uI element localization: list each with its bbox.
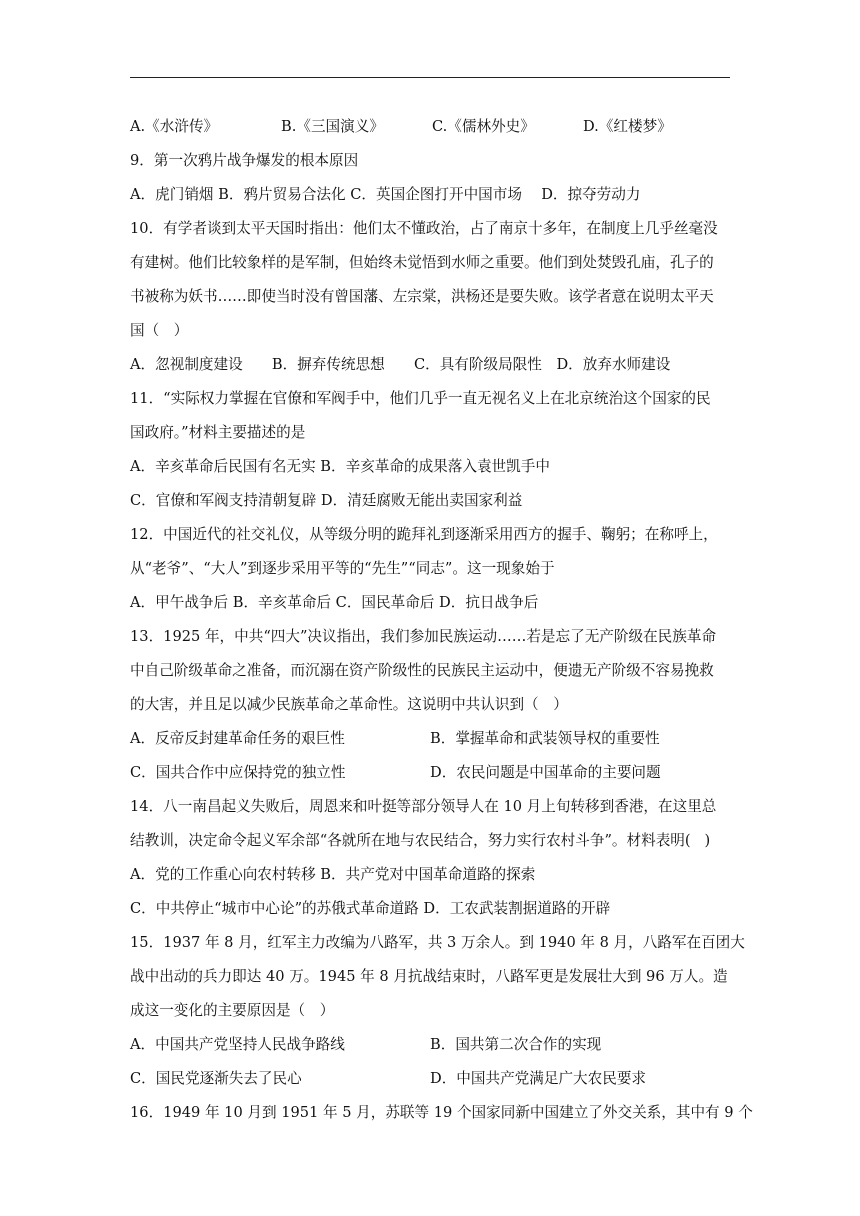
q13-stem-line-3: 的大害，并且足以减少民族革命之革命性。这说明中共认识到（ ） [130,696,568,713]
q9-options[interactable]: A．虎门销烟 B．鸦片贸易合法化 C．英国企图打开中国市场 D．掠夺劳动力 [130,186,641,203]
q13-option-d[interactable]: D．农民问题是中国革命的主要问题 [430,764,661,781]
q13-option-b[interactable]: B．掌握革命和武装领导权的重要性 [430,730,660,747]
q15-options-row-1 [130,1028,734,1062]
q13-stem-line-2: 中自己阶级革命之准备，而沉溺在资产阶级性的民族民主运动中，便遗无产阶级不容易挽救 [130,662,714,679]
q15-option-d[interactable]: D．中国共产党满足广大农民要求 [430,1070,647,1087]
q14-options-cd[interactable]: C．中共停止“城市中心论”的苏俄式革命道路 D．工农武装割据道路的开辟 [130,900,611,917]
q10-stem-line-4: 国（ ） [130,322,189,339]
q13-stem-line-1: 13．1925 年，中共“四大”决议指出，我们参加民族运动……若是忘了无产阶级在民族革命 [130,628,717,645]
q16-stem-line-1: 16．1949 年 10 月到 1951 年 5 月，苏联等 19 个国家同新中国建立了外交关系，其中有 9 个 [130,1104,753,1121]
question-list [130,110,753,1130]
q15-stem-line-3: 成这一变化的主要原因是（ ） [130,1002,335,1019]
q11-options-cd[interactable]: C．官僚和军阀支持清朝复辟 D．清廷腐败无能出卖国家利益 [130,492,523,509]
q15-stem-line-1: 15．1937 年 8 月，红军主力改编为八路军，共 3 万余人。到 1940 年 8 月，八路军在百团大 [130,934,745,951]
q13-option-c[interactable]: C．国共合作中应保持党的独立性 [130,764,346,781]
q12-stem-line-2: 从“老爷”、“大人”到逐步采用平等的“先生”“同志”。这一现象始于 [130,560,555,577]
q12-options[interactable]: A．甲午战争后 B．辛亥革命后 C．国民革命后 D．抗日战争后 [130,594,539,611]
q15-option-c[interactable]: C．国民党逐渐失去了民心 [130,1070,302,1087]
q14-stem-line-1: 14．八一南昌起义失败后，周恩来和叶挺等部分领导人在 10 月上旬转移到香港，在这里总 [130,798,717,815]
q15-option-b[interactable]: B．国共第二次合作的实现 [430,1036,602,1053]
q11-stem-line-2: 国政府。”材料主要描述的是 [130,424,306,441]
q11-stem-line-1: 11．“实际权力掌握在官僚和军阀手中，他们几乎一直无视名义上在北京统治这个国家的民 [130,390,711,407]
q15-option-a[interactable]: A．中国共产党坚持人民战争路线 [130,1036,345,1053]
q12-stem-line-1: 12．中国近代的社交礼仪，从等级分明的跪拜礼到逐渐采用西方的握手、鞠躬；在称呼上， [130,526,718,543]
header-rule [130,77,730,78]
q14-options-ab[interactable]: A．党的工作重心向农村转移 B．共产党对中国革命道路的探索 [130,866,536,883]
q10-stem-line-3: 书被称为妖书……即使当时没有曾国藩、左宗棠，洪杨还是要失败。该学者意在说明太平天 [130,288,714,305]
q8-option-d[interactable]: D.《红楼梦》 [583,118,672,135]
q8-option-a[interactable]: A.《水浒传》 [130,118,219,135]
q15-options-row-2 [130,1062,734,1096]
q10-stem-line-2: 有建树。他们比较象样的是军制，但始终未觉悟到水师之重要。他们到处焚毁孔庙，孔子的 [130,254,714,271]
q11-options-ab[interactable]: A．辛亥革命后民国有名无实 B．辛亥革命的成果落入袁世凯手中 [130,458,550,475]
q13-option-a[interactable]: A．反帝反封建革命任务的艰巨性 [130,730,345,747]
q13-options-row-2 [130,756,734,790]
q10-stem-line-1: 10．有学者谈到太平天国时指出：他们太不懂政治，占了南京十多年，在制度上几乎丝毫没 [130,220,718,237]
q8-option-b[interactable]: B.《三国演义》 [281,118,384,135]
q8-options [130,110,734,144]
q14-stem-line-2: 结教训，决定命令起义军余部“各就所在地与农民结合，努力实行农村斗争”。材料表明( ) [130,832,711,849]
q9-stem: 9．第一次鸦片战争爆发的根本原因 [130,152,359,169]
q15-stem-line-2: 战中出动的兵力即达 40 万。1945 年 8 月抗战结束时，八路军更是发展壮大到 96 万人。造 [130,968,728,985]
q8-option-c[interactable]: C.《儒林外史》 [432,118,535,135]
q13-options-row-1 [130,722,734,756]
q10-options[interactable]: A．忽视制度建设 B．摒弃传统思想 C．具有阶级局限性 D．放弃水师建设 [130,356,671,373]
